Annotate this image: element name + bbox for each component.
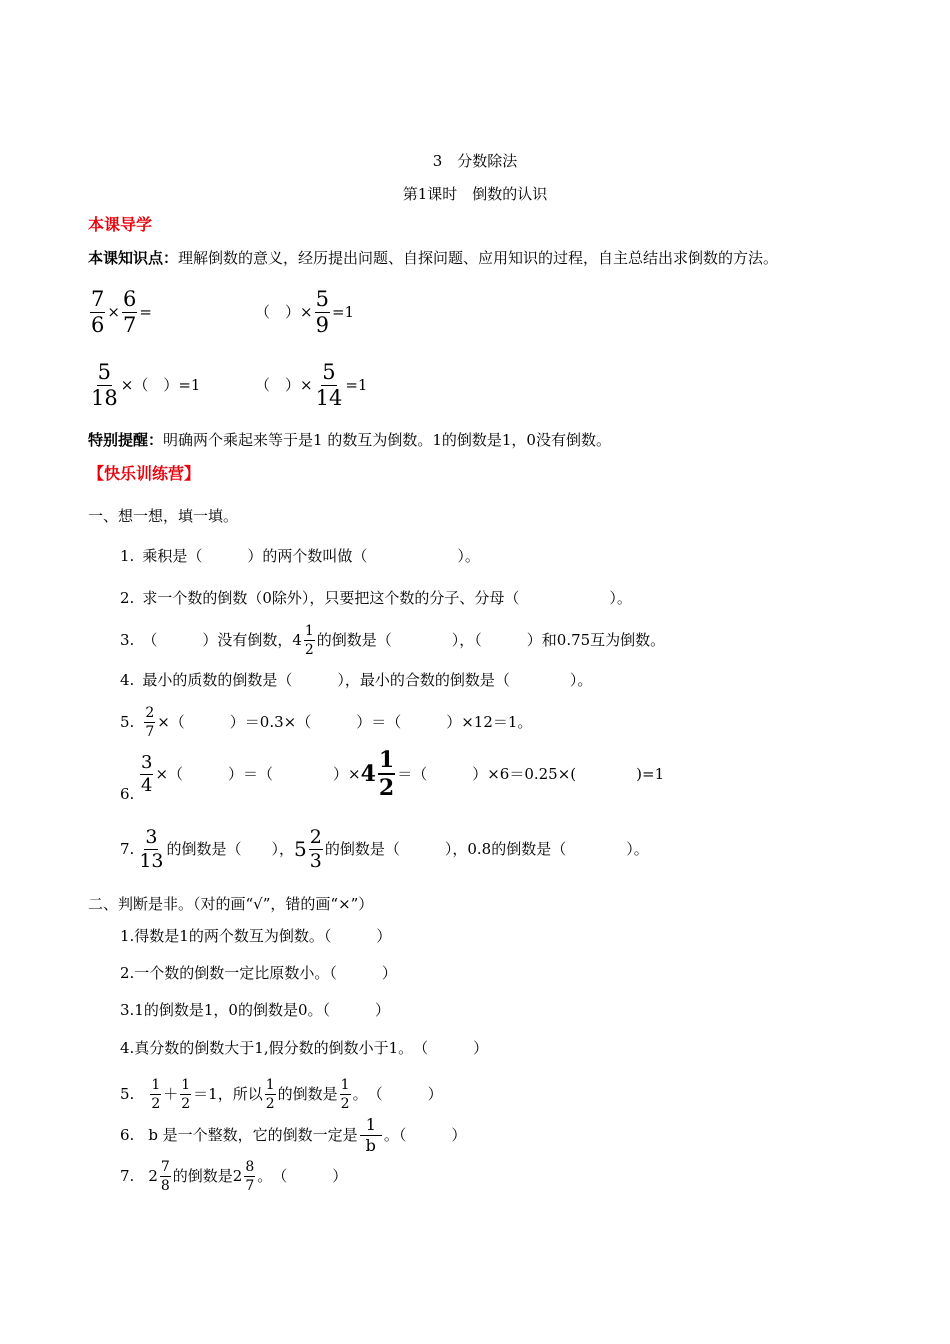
chapter-title: 3 分数除法: [432, 152, 518, 170]
equals-sign: =: [139, 303, 152, 321]
s2-question-2[interactable]: 2.一个数的倒数一定比原数小。（ ）: [120, 964, 397, 982]
s1-question-4: 4. 最小的质数的倒数是（ ），最小的合数的倒数是（ ）。: [120, 671, 593, 689]
s1-q6-number: 6.: [120, 785, 135, 803]
s2-question-3[interactable]: 3.1的倒数是1，0的倒数是0。（ ）: [120, 1001, 390, 1019]
section-2-title: 二、判断是非。（对的画“√”，错的画“×”）: [88, 895, 374, 913]
s2-question-5: 5. $\frac{1}{2}$ ＋ $\frac{1}{2}$ ＝1，所以 $\frac{1}{2}$ 的倒数是 $\frac{1}{2}$ 。 （ ）: [120, 1076, 443, 1112]
s1-q7-post[interactable]: 的倒数是（ ），0.8的倒数是（ ）。: [324, 840, 649, 858]
page-title: [0, 151, 950, 171]
fraction: $\frac{1}{2}$: [304, 622, 314, 658]
fraction: $\frac{1}{b}$: [360, 1117, 382, 1154]
knowledge-points: [88, 248, 778, 268]
plus-sign: ＋: [163, 1085, 179, 1103]
equals-one: =1: [331, 303, 355, 321]
s1-question-6: [138, 747, 665, 801]
fraction: $\frac{3}{13}$: [139, 825, 164, 872]
times-sign: ×: [300, 303, 313, 321]
fraction: $\frac{1}{2}$: [340, 1076, 350, 1112]
fraction: $\frac{8}{7}$: [245, 1158, 255, 1194]
times-sign: ×: [300, 376, 313, 394]
equals-one: =1: [178, 376, 201, 394]
example-1: [88, 288, 152, 336]
s1-question-7: 7. $\frac{3}{13}$ 的倒数是（ ）， 5 $\frac{2}{3}$ 的倒数是（ ），0.8的倒数是（ ）。: [120, 825, 649, 872]
times-sign: ×: [120, 376, 134, 394]
s1-q2-text[interactable]: 求一个数的倒数（0除外），只要把这个数的分子、分母（ ）。: [142, 589, 632, 607]
camp-heading: 【快乐训练营】: [88, 464, 201, 483]
answer-blank[interactable]: （ ）: [255, 376, 301, 394]
answer-blank[interactable]: （ ）: [255, 303, 301, 321]
fraction: $\frac{7}{8}$: [160, 1158, 170, 1194]
mixed-whole: 4: [360, 761, 376, 787]
lesson-title: 第1课时 倒数的认识: [402, 185, 548, 203]
fraction: $\frac{6}{7}$: [122, 286, 137, 337]
fraction: $\frac{1}{2}$: [181, 1076, 191, 1112]
example-4: [255, 361, 367, 409]
s1-question-2: 2. 求一个数的倒数（0除外），只要把这个数的分子、分母（ ）。: [120, 589, 632, 607]
fraction: $\frac{5}{14}$: [315, 359, 343, 410]
s2-q7-mid: 的倒数是2: [172, 1167, 243, 1185]
fraction: $\frac{5}{9}$: [315, 286, 329, 337]
s2-question-1[interactable]: 1.得数是1的两个数互为倒数。（ ）: [120, 927, 392, 945]
s2-q5-mid2: 的倒数是: [277, 1085, 338, 1103]
s1-q6-mid[interactable]: ×（ ）＝（ ）×: [155, 765, 361, 783]
guide-heading: 本课导学: [88, 215, 153, 234]
section-1-title: 一、想一想，填一填。: [88, 507, 239, 525]
s2-q6-post[interactable]: 。（ ）: [383, 1126, 467, 1144]
fraction: $\frac{7}{6}$: [91, 286, 105, 337]
s1-q4-text[interactable]: 最小的质数的倒数是（ ），最小的合数的倒数是（ ）。: [142, 671, 593, 689]
reminder-text: 明确两个乘起来等于是1 的数互为倒数。1的倒数是1，0没有倒数。: [163, 431, 611, 449]
equals-one: =1: [345, 376, 368, 394]
s1-q3-pre[interactable]: （ ）没有倒数，4: [142, 631, 302, 649]
s1-question-1: 1. 乘积是（ ）的两个数叫做（ ）。: [120, 547, 480, 565]
s1-question-5: 5. $\frac{2}{7}$ ×（ ）＝0.3×（ ）＝（ ）×12＝1。: [120, 704, 533, 740]
fraction: $\frac{1}{2}$: [378, 747, 395, 801]
s1-q7-mid[interactable]: 的倒数是（ ），: [166, 840, 295, 858]
mixed-whole: 5: [294, 837, 307, 861]
s2-question-7: 7. 2 $\frac{7}{8}$ 的倒数是2 $\frac{8}{7}$ 。 （ ）: [120, 1158, 348, 1194]
lesson-subtitle: [0, 184, 950, 204]
s2-q5-post[interactable]: 。 （ ）: [352, 1085, 443, 1103]
fraction: $\frac{1}{2}$: [265, 1076, 275, 1112]
fraction: $\frac{2}{7}$: [145, 704, 155, 740]
fraction: $\frac{1}{2}$: [151, 1076, 161, 1112]
s2-question-6: 6. b 是一个整数，它的倒数一定是 $\frac{1}{b}$ 。（ ）: [120, 1114, 467, 1155]
fraction: $\frac{2}{3}$: [309, 825, 322, 872]
answer-blank[interactable]: （ ）: [133, 376, 179, 394]
s1-q3-post[interactable]: 的倒数是（ ），（ ）和0.75互为倒数。: [316, 631, 666, 649]
s2-q5-mid: ＝1，所以: [193, 1085, 263, 1103]
special-reminder: [88, 430, 611, 450]
s2-q6-pre: b 是一个整数，它的倒数一定是: [148, 1126, 358, 1144]
fraction: $\frac{5}{18}$: [91, 359, 118, 410]
s1-q1-text[interactable]: 乘积是（ ）的两个数叫做（ ）。: [142, 547, 480, 565]
s2-q7-post[interactable]: 。 （ ）: [257, 1167, 348, 1185]
example-3: [88, 361, 200, 409]
knowledge-label: 本课知识点：: [88, 249, 179, 267]
times-sign: ×: [107, 303, 120, 321]
s2-question-4[interactable]: 4.真分数的倒数大于1,假分数的倒数小于1。 （ ）: [120, 1039, 489, 1057]
example-2: [255, 288, 354, 336]
s1-q5-post[interactable]: ×（ ）＝0.3×（ ）＝（ ）×12＝1。: [157, 713, 533, 731]
knowledge-text: 理解倒数的意义，经历提出问题、自探问题、应用知识的过程，自主总结出求倒数的方法。: [178, 249, 779, 267]
s1-q6-post[interactable]: ＝（ ）×6＝0.25×( )=1: [397, 765, 665, 783]
s1-question-3: 3. （ ）没有倒数，4 $\frac{1}{2}$ 的倒数是（ ），（ ）和0.75互为倒数。: [120, 622, 666, 658]
mixed-whole: 2: [148, 1167, 158, 1185]
fraction: $\frac{3}{4}$: [141, 751, 153, 796]
reminder-label: 特别提醒：: [88, 431, 164, 449]
